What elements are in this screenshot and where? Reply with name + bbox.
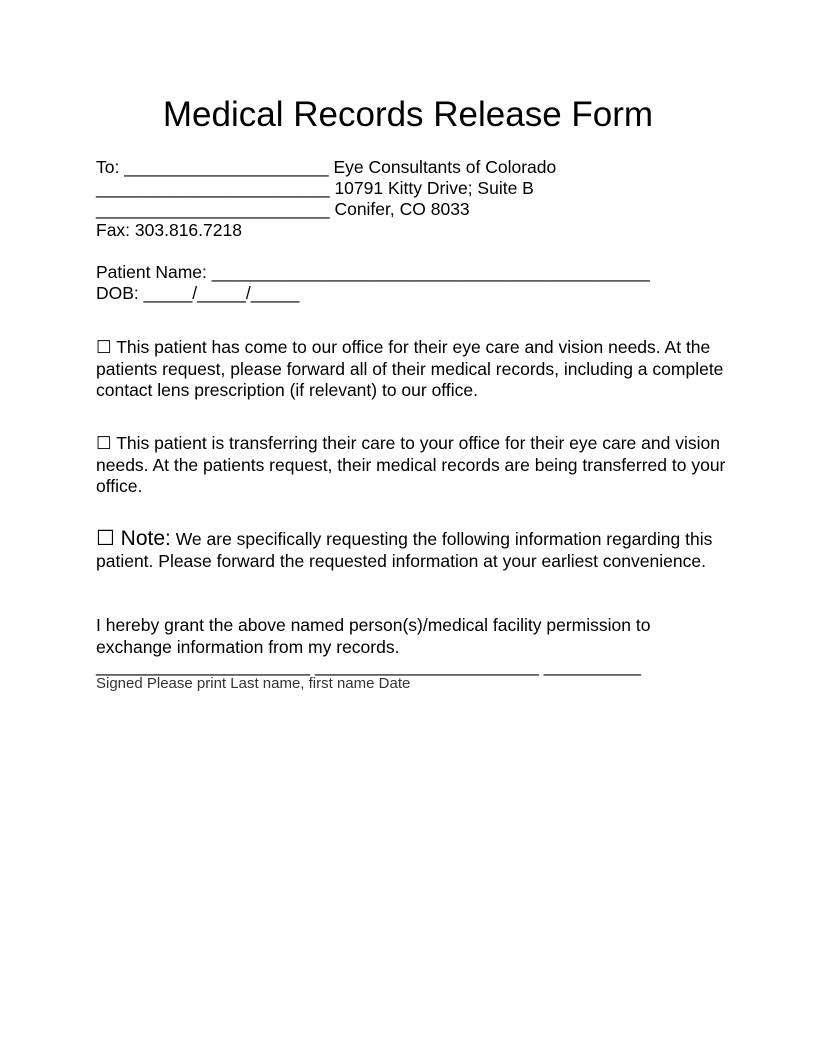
consent-statement: I hereby grant the above named person(s)/medical facility permission to exchange information from my records. — [96, 615, 651, 657]
page-title: Medical Records Release Form — [162, 95, 654, 134]
address-line-1: ________________________ 10791 Kitty Drive; Suite B — [96, 178, 534, 198]
note-label: ☐ Note: — [96, 527, 171, 550]
note-text: We are specifically requesting the following information regarding this patient. Please forward the requested information at your earliest convenience. — [96, 529, 713, 571]
dob-field[interactable]: DOB: _____/_____/_____ — [96, 283, 300, 303]
signature-labels: Signed Please print Last name, first name Date — [96, 675, 411, 692]
address-line-2: ________________________ Conifer, CO 8033 — [96, 199, 470, 219]
option-checkbox-request-records[interactable]: ☐ This patient has come to our office for their eye care and vision needs. At the patients request, please forward all of their medical records, including a complete contact lens prescription (if relevant) to our office. — [96, 337, 724, 400]
to-line: To: _____________________ Eye Consultants of Colorado — [96, 157, 557, 177]
signature-lines[interactable]: ______________________ _______________________ __________ — [96, 656, 642, 676]
patient-name-field[interactable]: Patient Name: _____________________________________________ — [96, 262, 650, 282]
option-checkbox-transfer-care[interactable]: ☐ This patient is transferring their care to your office for their eye care and vision needs. At the patients request, their medical records are being transferred to your office. — [96, 433, 726, 496]
option-checkbox-note[interactable] — [96, 528, 726, 572]
fax-line: Fax: 303.816.7218 — [96, 220, 242, 240]
